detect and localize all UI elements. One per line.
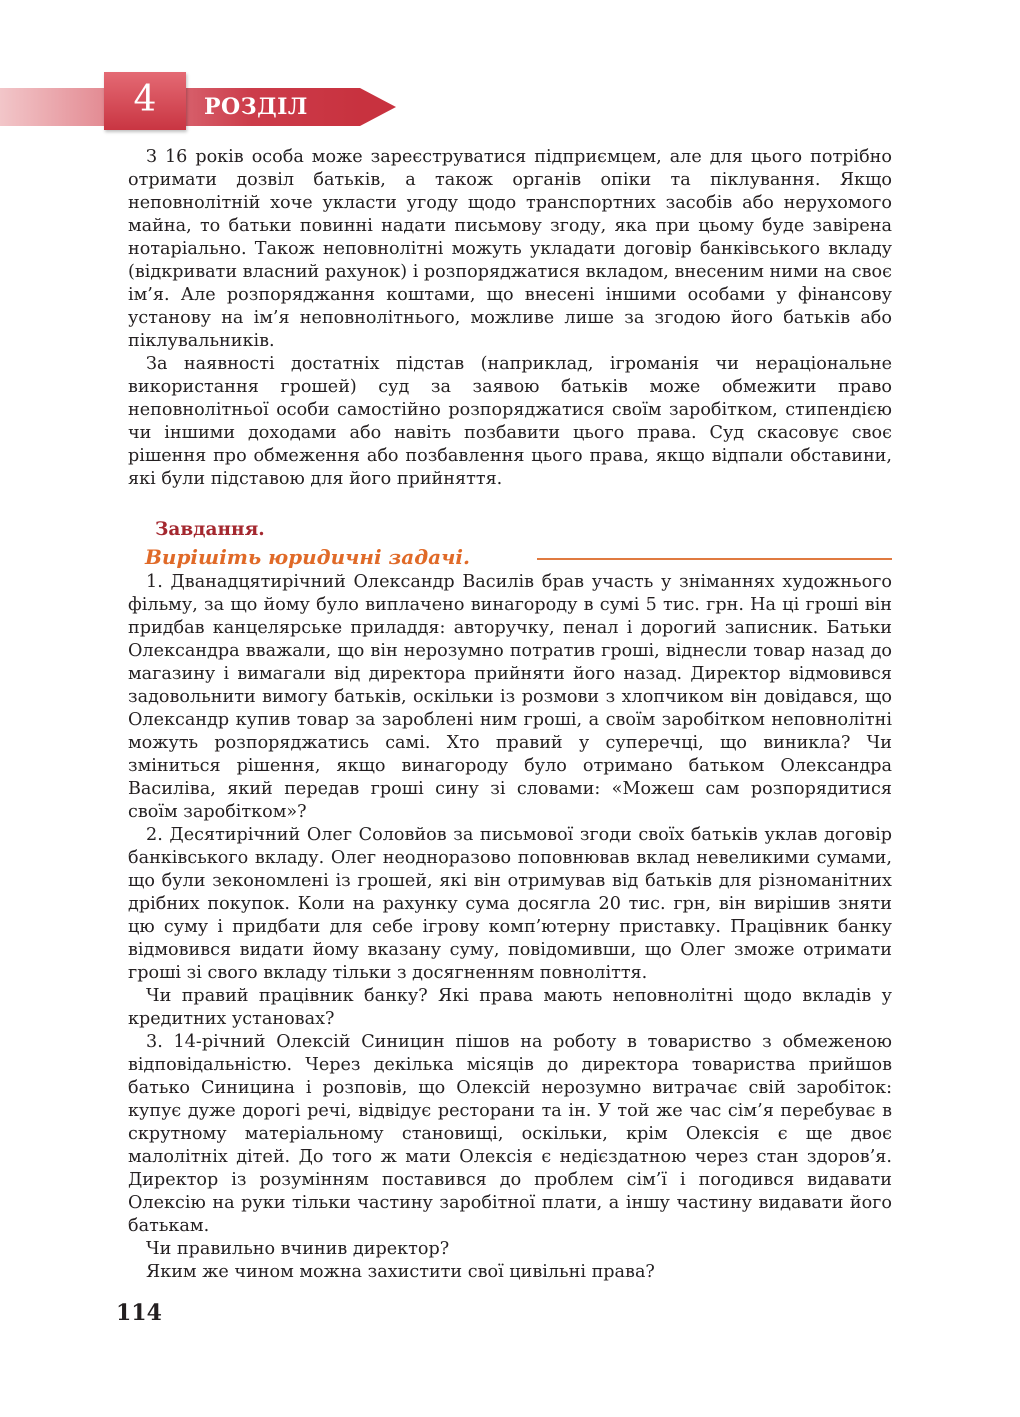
chapter-banner-arrow (360, 88, 396, 126)
task-subtitle: Вирішіть юридичні задачі. (145, 545, 470, 569)
task-paragraph: 2. Десятирічний Олег Соловйов за письмової згоди своїх батьків уклав договір банківського вкладу. Олег неодноразово поповнював вклад невеликими сумами, що були зекономлені із грошей, які він отримував від батьків для різноманітних дрібних покупок. Коли на рахунку сума досягла 20 тис. грн, він вирішив зняти цю суму і придбати для себе ігрову комп’ютерну приставку. Працівник банку відмовився видати йому вказану суму, повідомивши, що Олег зможе отримати гроші зі свого вкладу тільки з досягненням повноліття. (128, 825, 892, 983)
task-divider (537, 558, 892, 560)
task-question: Чи правий працівник банку? Які права мають неповнолітні щодо вкладів у кредитних установах? (128, 986, 892, 1029)
task-paragraph: 1. Дванадцятирічний Олександр Василів брав участь у зніманнях художнього фільму, за що йому було виплачено винагороду в сумі 5 тис. грн. На ці гроші він придбав канцелярське приладдя: авторучку, пенал і дорогий записник. Батьки Олександра вважали, що він нерозумно потратив гроші, віднесли товар назад до магазину і вимагали від директора прийняти його назад. Директор відмовився задовольнити вимогу батьків, оскільки із розмови з хлопчиком він довідався, що Олександр купив товар за зароблені ним гроші, а своїм заробітком неповнолітні можуть розпоряджатись самі. Хто правий у суперечці, що виникла? Чи зміниться рішення, якщо винагороду було отримано батьком Олександра Василіва, який передав гроші сину зі словами: «Можеш сам розпорядитися своїм заробітком»? (128, 572, 892, 822)
task-paragraph: 3. 14-річний Олексій Синицин пішов на роботу в товариство з обмеженою відповідальністю. Через декілька місяців до директора товариства прийшов батько Синицина і розповів, що Олексій нерозумно витрачає свій заробіток: купує дуже дорогі речі, відвідує ресторани та ін. У той же час сім’я перебуває в скрутному матеріальному становищі, оскільки, крім Олексія є ще двоє малолітніх дітей. До того ж мати Олексія є недієздатною через стан здоров’я. Директор із розумінням поставився до проблем сім’ї і погодився видавати Олексію на руки тільки частину заробітної плати, а іншу частину видавати його батькам. (128, 1032, 892, 1236)
intro-paragraph: За наявності достатніх підстав (наприклад, ігроманія чи нераціональне використання грошей) суд за заявою батьків може обмежити право неповнолітньої особи самостійно розпоряджатися своїм заробітком, стипендією чи іншими доходами або навіть позбавити цього права. Суд скасовує своє рішення про обмеження або позбавлення цього права, якщо відпали обставини, які були підставою для його прийняття. (128, 354, 892, 489)
chapter-number: 4 (104, 72, 186, 130)
chapter-label: РОЗДІЛ (204, 94, 308, 120)
page-body (128, 146, 892, 1284)
task-subtitle-row (145, 543, 892, 571)
task-title: Завдання. (155, 519, 265, 540)
intro-paragraph: З 16 років особа може зареєструватися підприємцем, але для цього потрібно отримати дозвіл батьків, а також органів опіки та піклування. Якщо неповнолітній хоче укласти угоду щодо транспортних засобів або нерухомого майна, то батьки повинні надати письмову згоду, яка при цьому буде завірена нотаріально. Також неповнолітні можуть укладати договір банківського вкладу (відкривати власний рахунок) і розпоряджатися вкладом, внесеним ними на своє ім’я. Але розпоряджання коштами, що внесені іншими особами у фінансову установу на ім’я неповнолітнього, можливе лише за згодою його батьків або піклувальників. (128, 147, 892, 351)
task-question: Чи правильно вчинив директор? (146, 1239, 450, 1259)
task-question: Яким же чином можна захистити свої цивільні права? (146, 1262, 655, 1282)
page-number: 114 (116, 1300, 162, 1326)
chapter-header (0, 72, 400, 134)
